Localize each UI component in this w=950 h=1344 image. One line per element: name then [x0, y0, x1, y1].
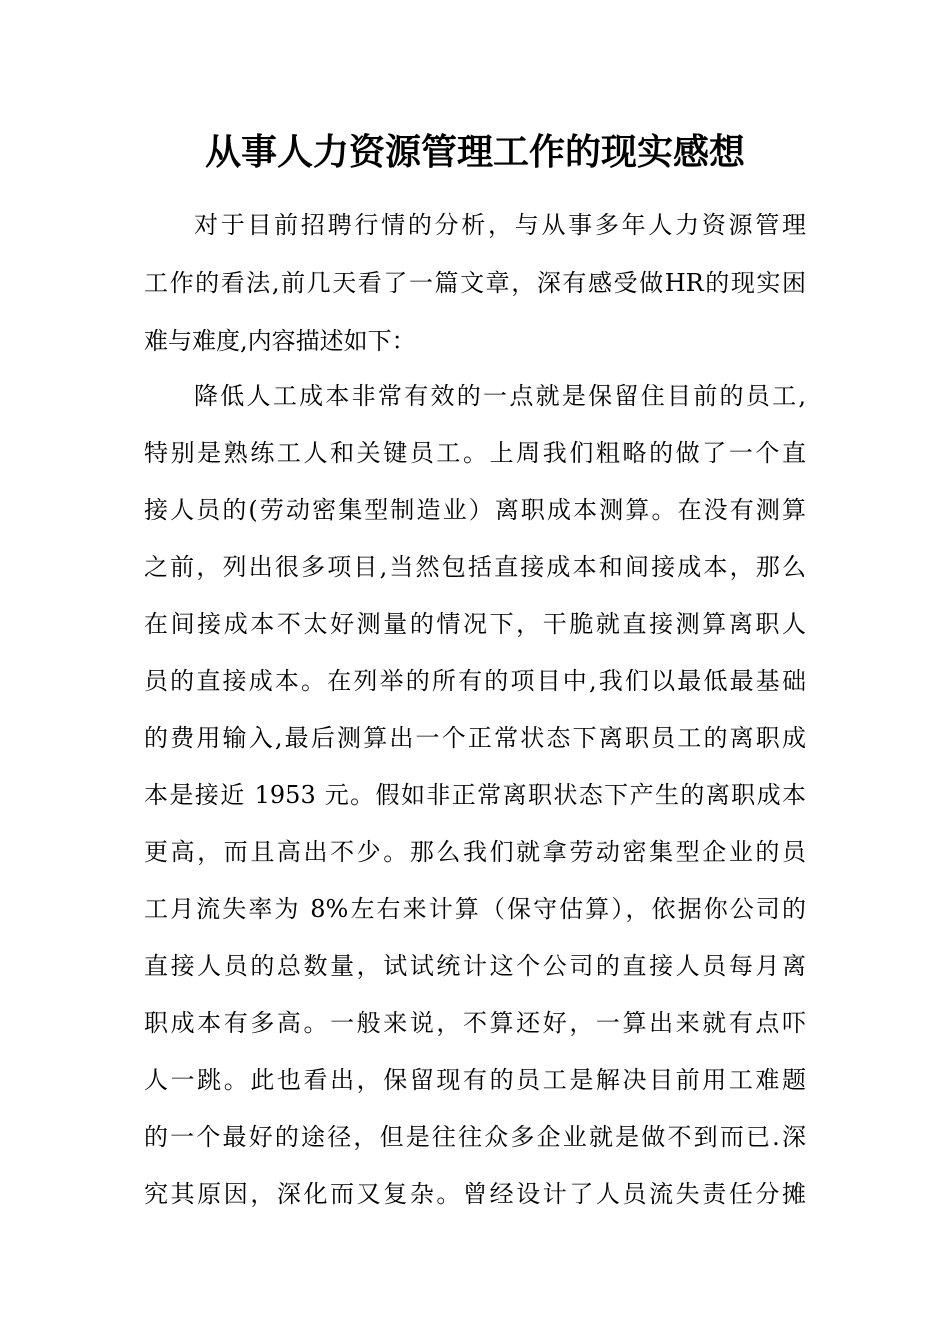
paragraph-line: 人一跳。此也看出，保留现有的员工是解决目前用工难题 — [144, 1066, 806, 1094]
paragraph-line: 直接人员的总数量，试试统计这个公司的直接人员每月离 — [144, 952, 806, 980]
paragraph-line: 之前，列出很多项目,当然包括直接成本和间接成本，那么 — [144, 553, 806, 581]
document-title: 从事人力资源管理工作的现实感想 — [204, 131, 745, 173]
paragraph-line: 难与难度,内容描述如下： — [144, 327, 416, 355]
paragraph-line: 工作的看法,前几天看了一篇文章，深有感受做HR的现实困 — [144, 269, 806, 297]
paragraph-line: 接人员的(劳动密集型制造业）离职成本测算。在没有测算 — [144, 496, 806, 524]
paragraph-line: 降低人工成本非常有效的一点就是保留住目前的员工, — [194, 382, 806, 410]
paragraph-line: 究其原因，深化而又复杂。曾经设计了人员流失责任分摊 — [144, 1180, 806, 1208]
paragraph-line: 员的直接成本。在列举的所有的项目中,我们以最低最基础 — [144, 667, 806, 695]
paragraph-line: 在间接成本不太好测量的情况下，干脆就直接测算离职人 — [144, 610, 806, 638]
paragraph-line: 本是接近 1953 元。假如非正常离职状态下产生的离职成本 — [144, 781, 806, 809]
paragraph-line: 的费用输入,最后测算出一个正常状态下离职员工的离职成 — [144, 724, 806, 752]
paragraph-line: 的一个最好的途径，但是往往众多企业就是做不到而已.深 — [144, 1123, 806, 1151]
paragraph-line: 工月流失率为 8%左右来计算（保守估算），依据你公司的 — [144, 895, 806, 923]
paragraph-line: 职成本有多高。一般来说，不算还好，一算出来就有点吓 — [144, 1009, 806, 1037]
paragraph-line: 更高，而且高出不少。那么我们就拿劳动密集型企业的员 — [144, 838, 806, 866]
paragraph-line: 对于目前招聘行情的分析，与从事多年人力资源管理 — [194, 211, 806, 239]
paragraph-line: 特别是熟练工人和关键员工。上周我们粗略的做了一个直 — [144, 439, 806, 467]
